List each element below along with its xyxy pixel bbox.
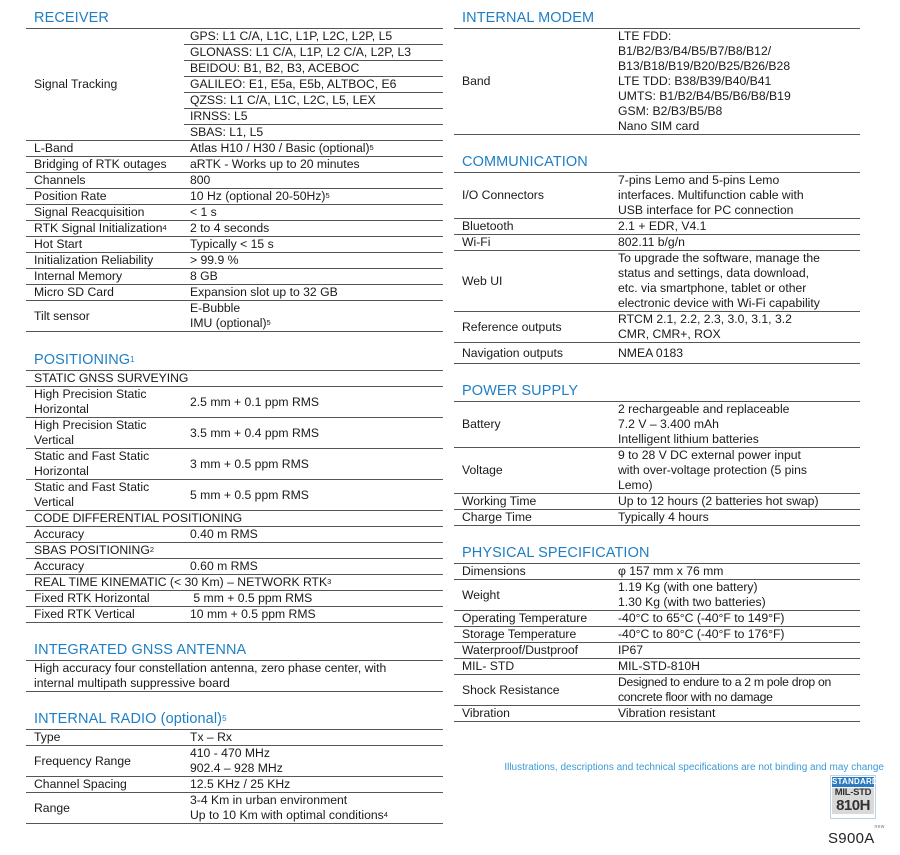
row-value: 800 <box>184 173 443 189</box>
row-value: Up to 12 hours (2 batteries hot swap) <box>612 494 860 510</box>
table-row <box>26 301 443 332</box>
table-row <box>454 564 860 580</box>
row-label: Working Time <box>454 494 612 510</box>
table-row <box>26 591 443 607</box>
table-row <box>26 29 443 141</box>
badge-big-text: 810H <box>836 797 870 814</box>
row-label: Wi-Fi <box>454 235 612 251</box>
signal-value: BEIDOU: B1, B2, B3, ACEBOC <box>184 61 443 77</box>
row-label: Type <box>26 730 184 746</box>
row-value: LTE FDD: B1/B2/B3/B4/B5/B7/B8/B12/ B13/B18/B19/B20/B25/B26/B28 LTE TDD: B38/B39/B40/B41 UMTS: B1/B2/B4/B5/B6/B8/B19 GSM: B2/B3/B5/B8 Nano SIM card <box>612 29 860 135</box>
row-label: Bridging of RTK outages <box>26 157 184 173</box>
signal-value: GLONASS: L1 C/A, L1P, L2 C/A, L2P, L3 <box>184 45 443 61</box>
antenna-title: INTEGRATED GNSS ANTENNA <box>34 642 247 658</box>
row-label: Reference outputs <box>454 312 612 343</box>
row-value: 1.19 Kg (with one battery) 1.30 Kg (with two batteries) <box>612 580 860 611</box>
table-row <box>26 189 443 205</box>
disclaimer-note: Illustrations, descriptions and technical specifications are not binding and may change <box>504 762 884 773</box>
subsection-header: CODE DIFFERENTIAL POSITIONING <box>26 511 443 527</box>
row-value: 2 rechargeable and replaceable 7.2 V – 3.400 mAh Intelligent lithium batteries <box>612 402 860 448</box>
row-label: MIL- STD <box>454 659 612 675</box>
physical-table <box>454 563 860 722</box>
table-row <box>454 173 860 219</box>
row-value: 10 Hz (optional 20-50Hz)$^5$ <box>184 189 443 205</box>
signal-value: QZSS: L1 C/A, L1C, L2C, L5, LEX <box>184 93 443 109</box>
table-row <box>26 449 443 480</box>
row-value: -40°C to 65°C (-40°F to 149°F) <box>612 611 860 627</box>
row-value: NMEA 0183 <box>612 343 860 364</box>
radio-title: INTERNAL RADIO (optional)$^5$ <box>34 711 227 727</box>
row-label: L-Band <box>26 141 184 157</box>
row-value: 410 - 470 MHz 902.4 – 928 MHz <box>184 746 443 777</box>
row-value: Atlas H10 / H30 / Basic (optional)$^5$ <box>184 141 443 157</box>
subsection-header: SBAS POSITIONING$^2$ <box>26 543 443 559</box>
badge-mid-text: MIL-STD <box>834 787 872 798</box>
row-value: MIL-STD-810H <box>612 659 860 675</box>
row-value: Tx – Rx <box>184 730 443 746</box>
positioning-title: POSITIONING$^1$ <box>34 352 135 368</box>
table-row <box>26 575 443 591</box>
row-label: Channel Spacing <box>26 777 184 793</box>
row-label: Shock Resistance <box>454 675 612 706</box>
row-label: Hot Start <box>26 237 184 253</box>
antenna-description: High accuracy four constellation antenna, zero phase center, with internal multipath suppressive board <box>26 661 443 692</box>
row-label: Dimensions <box>454 564 612 580</box>
table-row <box>454 706 860 722</box>
signal-value: SBAS: L1, L5 <box>190 125 264 139</box>
table-row <box>26 543 443 559</box>
table-row <box>26 285 443 301</box>
row-label: Accuracy <box>26 527 184 543</box>
row-value: Vibration resistant <box>612 706 860 722</box>
row-value: IP67 <box>612 643 860 659</box>
table-row <box>454 312 860 343</box>
table-row <box>26 661 443 692</box>
row-value: E-Bubble IMU (optional)$^5$ <box>184 301 443 332</box>
modem-title: INTERNAL MODEM <box>462 10 595 26</box>
table-row <box>26 418 443 449</box>
row-value: 5 mm + 0.5 ppm RMS <box>184 591 443 607</box>
row-label: Navigation outputs <box>454 343 612 364</box>
badge-body <box>832 788 874 814</box>
row-label: Vibration <box>454 706 612 722</box>
row-label: High Precision Static Vertical <box>26 418 184 449</box>
row-label: Weight <box>454 580 612 611</box>
row-label: Voltage <box>454 448 612 494</box>
antenna-table <box>26 660 443 692</box>
communication-table <box>454 172 860 364</box>
row-value: 10 mm + 0.5 ppm RMS <box>184 607 443 623</box>
row-label: Signal Reacquisition <box>26 205 184 221</box>
row-label: Static and Fast Static Vertical <box>26 480 184 511</box>
row-value: 0.60 m RMS <box>184 559 443 575</box>
row-value: Typically 4 hours <box>612 510 860 526</box>
row-value: Typically < 15 s <box>184 237 443 253</box>
product-logo: $S900A^{new}$ <box>828 824 885 847</box>
row-value: 2 to 4 seconds <box>184 221 443 237</box>
receiver-table <box>26 28 443 332</box>
row-value: Expansion slot up to 32 GB <box>184 285 443 301</box>
row-label: Operating Temperature <box>454 611 612 627</box>
row-value: Designed to endure to a 2 m pole drop on concrete floor with no damage <box>612 675 860 706</box>
table-row <box>454 448 860 494</box>
row-label: Web UI <box>454 251 612 312</box>
table-row <box>26 527 443 543</box>
row-value: 7-pins Lemo and 5-pins Lemo interfaces. Multifunction cable with USB interface for PC connection <box>612 173 860 219</box>
row-label: High Precision Static Horizontal <box>26 387 184 418</box>
table-row <box>26 237 443 253</box>
table-row <box>26 559 443 575</box>
left-column <box>26 0 443 824</box>
table-row <box>454 659 860 675</box>
table-row <box>454 235 860 251</box>
table-row <box>26 157 443 173</box>
table-row <box>26 793 443 824</box>
row-value: To upgrade the software, manage the status and settings, data download, etc. via smartphone, tablet or other electronic device with Wi-Fi capability <box>612 251 860 312</box>
table-row <box>26 141 443 157</box>
row-label: Initialization Reliability <box>26 253 184 269</box>
row-label: Channels <box>26 173 184 189</box>
table-row <box>454 343 860 364</box>
row-value: aRTK - Works up to 20 minutes <box>184 157 443 173</box>
table-row <box>454 643 860 659</box>
signal-tracking-values <box>184 29 443 141</box>
row-label: Internal Memory <box>26 269 184 285</box>
row-label: Frequency Range <box>26 746 184 777</box>
row-label: RTK Signal Initialization$^4$ <box>26 221 184 237</box>
row-value: 0.40 m RMS <box>184 527 443 543</box>
table-row <box>454 675 860 706</box>
table-row <box>26 746 443 777</box>
row-value: 802.11 b/g/n <box>612 235 860 251</box>
radio-table <box>26 729 443 824</box>
communication-title: COMMUNICATION <box>462 154 588 170</box>
power-table <box>454 401 860 526</box>
signal-value: GPS: L1 C/A, L1C, L1P, L2C, L2P, L5 <box>184 29 443 45</box>
table-row <box>26 387 443 418</box>
row-value: 2.1 + EDR, V4.1 <box>612 219 860 235</box>
row-label: I/O Connectors <box>454 173 612 219</box>
badge-top-text: STANDARD <box>832 777 878 786</box>
signal-value: IRNSS: L5 <box>184 109 443 125</box>
row-label: Storage Temperature <box>454 627 612 643</box>
row-label: Static and Fast Static Horizontal <box>26 449 184 480</box>
right-column <box>454 0 860 722</box>
row-label: Bluetooth <box>454 219 612 235</box>
row-value: 2.5 mm + 0.1 ppm RMS <box>184 387 443 418</box>
mil-std-badge-icon <box>830 775 876 819</box>
row-value: 3.5 mm + 0.4 ppm RMS <box>184 418 443 449</box>
receiver-title: RECEIVER <box>34 10 109 26</box>
row-value: 9 to 28 V DC external power input with over-voltage protection (5 pins Lemo) <box>612 448 860 494</box>
table-row <box>454 402 860 448</box>
row-label: Accuracy <box>26 559 184 575</box>
table-row <box>454 29 860 135</box>
row-value: φ 157 mm x 76 mm <box>612 564 860 580</box>
table-row <box>454 627 860 643</box>
table-row <box>26 221 443 237</box>
table-row <box>454 611 860 627</box>
signal-value: GALILEO: E1, E5a, E5b, ALTBOC, E6 <box>184 77 443 93</box>
table-row <box>26 777 443 793</box>
modem-table <box>454 28 860 135</box>
row-value: 8 GB <box>184 269 443 285</box>
row-value: 12.5 KHz / 25 KHz <box>184 777 443 793</box>
row-label: Battery <box>454 402 612 448</box>
table-row <box>26 253 443 269</box>
row-value: 3-4 Km in urban environment Up to 10 Km with optimal conditions$^4$ <box>184 793 443 824</box>
row-label: Fixed RTK Horizontal <box>26 591 184 607</box>
table-row <box>454 251 860 312</box>
row-value: -40°C to 80°C (-40°F to 176°F) <box>612 627 860 643</box>
table-row <box>26 511 443 527</box>
table-row <box>26 205 443 221</box>
physical-title: PHYSICAL SPECIFICATION <box>462 545 650 561</box>
table-row <box>26 480 443 511</box>
table-row <box>454 494 860 510</box>
row-label: Waterproof/Dustproof <box>454 643 612 659</box>
row-value: > 99.9 % <box>184 253 443 269</box>
subsection-header: REAL TIME KINEMATIC (< 30 Km) – NETWORK RTK$^3$ <box>26 575 443 591</box>
subsection-header: STATIC GNSS SURVEYING <box>26 371 443 387</box>
row-label: Position Rate <box>26 189 184 205</box>
signal-tracking-label: Signal Tracking <box>26 29 184 141</box>
table-row <box>26 173 443 189</box>
row-value: RTCM 2.1, 2.2, 2.3, 3.0, 3.1, 3.2 CMR, CMR+, ROX <box>612 312 860 343</box>
row-value: 3 mm + 0.5 ppm RMS <box>184 449 443 480</box>
row-label: Fixed RTK Vertical <box>26 607 184 623</box>
table-row <box>454 510 860 526</box>
table-row <box>26 269 443 285</box>
table-row <box>454 219 860 235</box>
row-label: Band <box>454 29 612 135</box>
power-title: POWER SUPPLY <box>462 383 579 399</box>
table-row <box>26 371 443 387</box>
row-label: Micro SD Card <box>26 285 184 301</box>
table-row <box>454 580 860 611</box>
row-label: Tilt sensor <box>26 301 184 332</box>
table-row <box>26 730 443 746</box>
row-label: Charge Time <box>454 510 612 526</box>
table-row <box>26 607 443 623</box>
positioning-table <box>26 370 443 623</box>
row-value: < 1 s <box>184 205 443 221</box>
row-label: Range <box>26 793 184 824</box>
row-value: 5 mm + 0.5 ppm RMS <box>184 480 443 511</box>
